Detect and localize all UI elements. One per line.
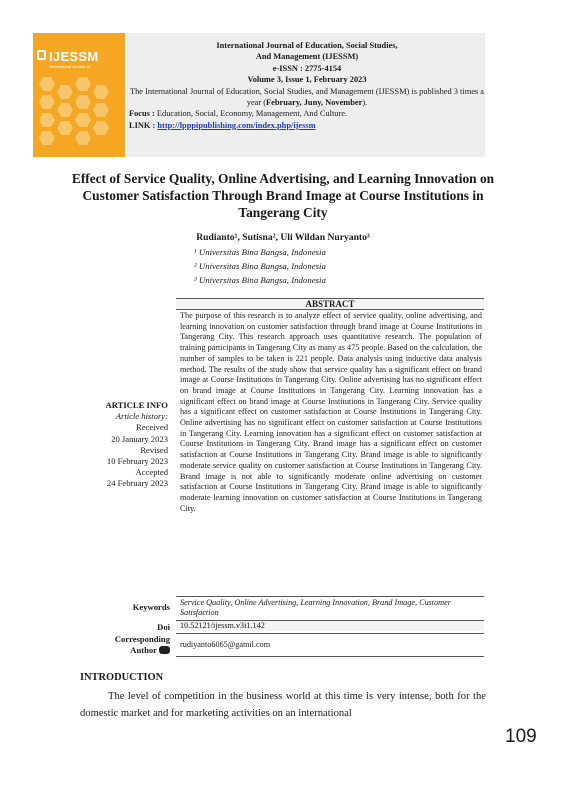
article-title: Effect of Service Quality, Online Advertising, and Learning Innovation on Customer Satisfaction Through Brand Image at Course Institutions in Tangerang City: [71, 171, 495, 220]
divider: [176, 596, 484, 597]
affiliation-1: ¹ Universitas Bina Bangsa, Indonesia: [194, 247, 326, 257]
abstract-heading: ABSTRACT: [176, 299, 484, 310]
article-info: [80, 400, 168, 490]
affiliation-3: ³ Universitas Bina Bangsa, Indonesia: [194, 275, 326, 285]
corresponding-label: Corresponding Author: [114, 634, 170, 655]
abstract-text: The purpose of this research is to analyze effect of service quality, online advertising, and learning innovation on customer satisfaction through brand image at Course Institutions in Tangerang City. This research approach uses quantitative research. The population of training participants in Tangerang City as many as 475 people. Based on the calculation, the number of samples to be taken is 221 people. Data analysis using inductive data analysis method. The results of the study show that service quality has a significant effect on brand image at Course Institutions in Tangerang City. Online advertising has no significant effect on brand image at Course Institutions in Tangerang City. Learning innovation has a significant effect on brand image at Course Institutions in Tangerang City. Service quality has a significant effect on customer satisfaction at Course Institutions in Tangerang City. Online advertising has no significant effect on customer satisfaction at Course Institutions in Tangerang City. Learning innovation has a significant effect on customer satisfaction at Course Institutions in Tangerang City. Brand image has a significant effect on customer satisfaction at Course Institutions in Tangerang City. Brand image is able to significantly moderate service quality on customer satisfaction at Course Institutions in Tangerang City. Brand image is not able to significantly moderate online advertising on customer satisfaction at Course Institutions in Tangerang City. Brand image is able to significantly moderate learning innovation on customer satisfaction at Course Institutions in Tangerang City.: [180, 311, 482, 513]
journal-link-row: LINK : http://lpppipublishing.com/index.php/ijessm: [129, 120, 316, 130]
page-number: 109: [505, 726, 537, 747]
received-date: 20 January 2023: [111, 433, 168, 444]
keywords-value: Service Quality, Online Advertising, Learning Innovation, Brand Image, Customer Satisfaction: [180, 598, 451, 617]
logo-text: IJESSM: [49, 49, 99, 64]
accepted-date: 24 February 2023: [106, 478, 168, 489]
journal-link[interactable]: http://lpppipublishing.com/index.php/ijessm: [157, 120, 316, 130]
journal-name-line1: International Journal of Education, Social Studies,: [216, 41, 398, 50]
introduction-heading: INTRODUCTION: [80, 672, 164, 683]
corresponding-row: [80, 634, 484, 656]
keywords-row: [80, 598, 484, 620]
introduction-text: The level of competition in the business world at this time is very intense, both for the domestic market and for marketing activities on an international: [80, 691, 486, 719]
logo-subtext: International Journal of: [49, 64, 90, 69]
revised-label: Revised: [140, 444, 168, 455]
article-authors: Rudianto¹, Sutisna², Uli Wildan Nuryanto³: [196, 232, 370, 243]
journal-description: The International Journal of Education, Social Studies, and Management (IJESSM) is published 3 times a year (February, Juny, November).: [129, 86, 484, 108]
corresponding-email[interactable]: rudiyanto6065@gamil.com: [180, 640, 271, 649]
article-info-heading: ARTICLE INFO: [105, 400, 168, 410]
affiliation-2: ² Universitas Bina Bangsa, Indonesia: [194, 261, 326, 271]
abstract-box: [176, 298, 484, 514]
journal-header: [33, 33, 485, 157]
journal-name-line2: And Management (IJESSM): [255, 52, 359, 62]
journal-info: [129, 40, 485, 131]
doi-row: [80, 621, 484, 633]
logo-mark-icon: [37, 50, 46, 60]
doi-label: Doi: [157, 622, 170, 632]
divider: [176, 656, 484, 657]
revised-date: 10 February 2023: [106, 456, 168, 467]
received-label: Received: [136, 422, 168, 433]
journal-logo: [33, 33, 125, 157]
publication-months: February, Juny, November: [266, 98, 363, 108]
email-icon: [159, 646, 170, 654]
journal-issn: e-ISSN : 2775-4154: [272, 63, 342, 73]
doi-value[interactable]: 10.52121/ijessm.v3i1.142: [176, 621, 484, 631]
article-history-label: Article history:: [115, 411, 168, 422]
accepted-label: Accepted: [135, 467, 168, 478]
keywords-label: Keywords: [132, 602, 170, 612]
journal-focus: Focus : Education, Social, Economy, Management, And Culture.: [129, 109, 348, 119]
journal-volume: Volume 3, Issue 1, February 2023: [247, 75, 367, 85]
